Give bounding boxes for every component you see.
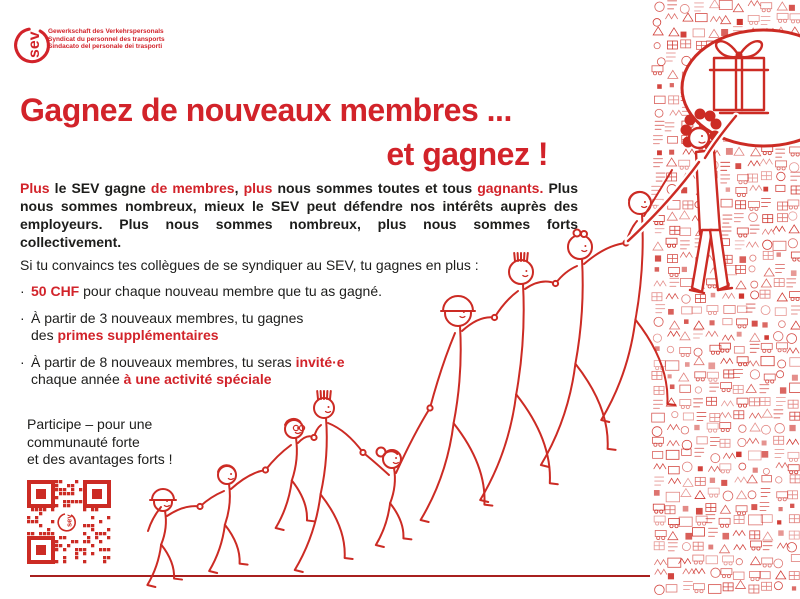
participe-line-2: communauté forte — [27, 433, 140, 450]
bullet-marker: · — [20, 283, 25, 299]
benefit-item-1 — [20, 283, 460, 301]
participe-line-1: Participe – pour une — [27, 416, 153, 432]
headline-line1: Gagnez de nouveaux membres ... — [20, 92, 512, 128]
pitch-line: Si tu convaincs tes collègues de se syndiquer au SEV, tu gagnes en plus : — [20, 257, 479, 273]
bullet-marker: · — [20, 309, 25, 326]
bullet-marker: · — [20, 353, 25, 370]
intro-paragraph: Plus le SEV gagne de membres, plus nous sommes toutes et tous gagnants. Plus nous sommes nombreux, mieux le SEV peut défendre nos intérêts auprès des employeurs. Plus nous sommes nombreux, plus nous sommes forts collectivement. — [20, 180, 579, 250]
headline-line2: et gagnez ! — [386, 136, 548, 172]
org-name-de: Gewerkschaft des Verkehrspersonals — [48, 28, 164, 35]
org-name-it: Sindacato del personale dei trasporti — [48, 43, 163, 51]
benefit-item-3-line-2: chaque année à une activité spéciale — [31, 371, 272, 387]
qr-code-icon — [25, 478, 113, 566]
benefit-item-2 — [20, 310, 460, 345]
sev-logo-text: sev — [25, 31, 43, 58]
benefit-item-2-line-1: À partir de 3 nouveaux membres, tu gagnes — [31, 309, 304, 326]
benefit-item-1-line-1: 50 CHF pour chaque nouveau membre que tu as gagné. — [31, 283, 383, 299]
benefit-list — [20, 283, 460, 398]
participe-text — [27, 416, 173, 469]
headline — [20, 88, 548, 176]
benefit-item-3-line-1: À partir de 8 nouveaux membres, tu seras invité·e — [31, 353, 345, 370]
sev-logo — [12, 19, 52, 66]
svg-text:sev: sev — [64, 514, 74, 527]
org-name-lines — [48, 28, 208, 51]
org-name-fr: Syndicat du personnel des transports — [48, 35, 165, 43]
benefit-item-3 — [20, 354, 460, 389]
participe-line-3: et des avantages forts ! — [27, 451, 173, 467]
doodle-strip-illustration — [652, 0, 800, 599]
benefit-item-2-line-2: des primes supplémentaires — [31, 327, 219, 343]
